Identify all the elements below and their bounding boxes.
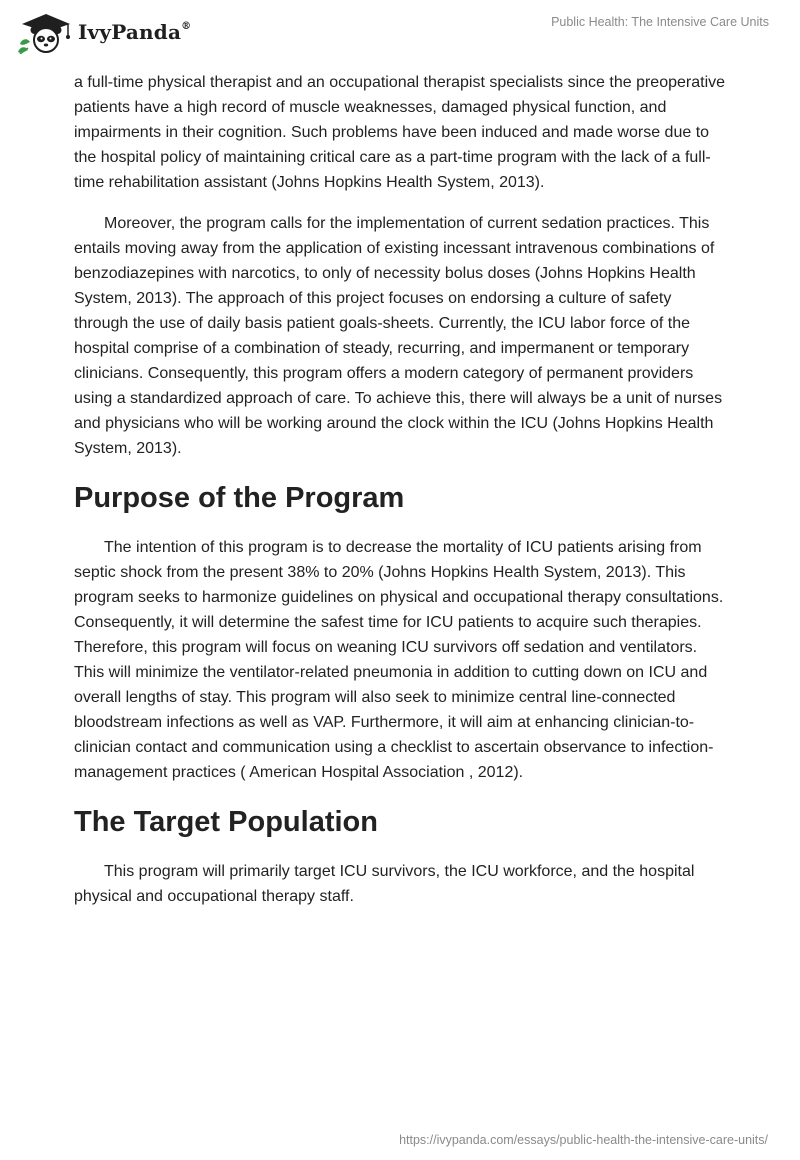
panda-graduate-icon — [16, 10, 74, 54]
running-title: Public Health: The Intensive Care Units — [551, 15, 769, 29]
paragraph-purpose: The intention of this program is to decrease the mortality of ICU patients arising from septic shock from the present 38% to 20% (Johns Hopkins Health System, 2013). This program seeks to harmonize guidelines on physical and occupational therapy consultations. Consequently, it will determine the safest time for ICU patients to acquire such therapies. Therefore, this program will focus on weaning ICU survivors off sedation and ventilators. This will minimize the ventilator-related pneumonia in addition to cutting down on ICU and overall lengths of stay. This program will also seek to minimize central line-connected bloodstream infections as well as VAP. Furthermore, it will aim at enhancing clinician-to-clinician contact and communication using a checklist to ascertain observance to infection-management practices ( American Hospital Association , 2012). — [74, 539, 724, 781]
paragraph-continued: a full-time physical therapist and an occupational therapist specialists since the preoperative patients have a high record of muscle weaknesses, damaged physical function, and impairments in their cognition. Such problems have been induced and made worse due to the hospital policy of maintaining critical care as a part-time program with the lack of a full-time rehabilitation assistant (Johns Hopkins Health System, 2013). — [74, 74, 726, 191]
paragraph-target-population: This program will primarily target ICU survivors, the ICU workforce, and the hospital physical and occupational therapy staff. — [74, 863, 695, 905]
heading-target-population: The Target Population — [74, 806, 378, 838]
essay-content — [74, 70, 728, 909]
page-header — [0, 0, 800, 60]
heading-purpose: Purpose of the Program — [74, 482, 405, 514]
source-url[interactable]: https://ivypanda.com/essays/public-health-the-intensive-care-units/ — [399, 1133, 768, 1147]
paragraph-sedation: Moreover, the program calls for the implementation of current sedation practices. This entails moving away from the application of existing incessant intravenous combinations of benzodiazepines with narcotics, to only of necessity bolus doses (Johns Hopkins Health System, 2013). The approach of this project focuses on endorsing a culture of safety through the use of daily basis patient goals-sheets. Currently, the ICU labor force of the hospital comprise of a combination of steady, recurring, and impermanent or temporary clinicians. Consequently, this program offers a modern category of permanent providers using a standardized approach of care. To achieve this, there will always be a unit of nurses and physicians who will be working around the clock within the ICU (Johns Hopkins Health System, 2013). — [74, 215, 723, 457]
brand-logo[interactable] — [16, 10, 191, 54]
brand-name: IvyPanda® — [78, 20, 192, 44]
